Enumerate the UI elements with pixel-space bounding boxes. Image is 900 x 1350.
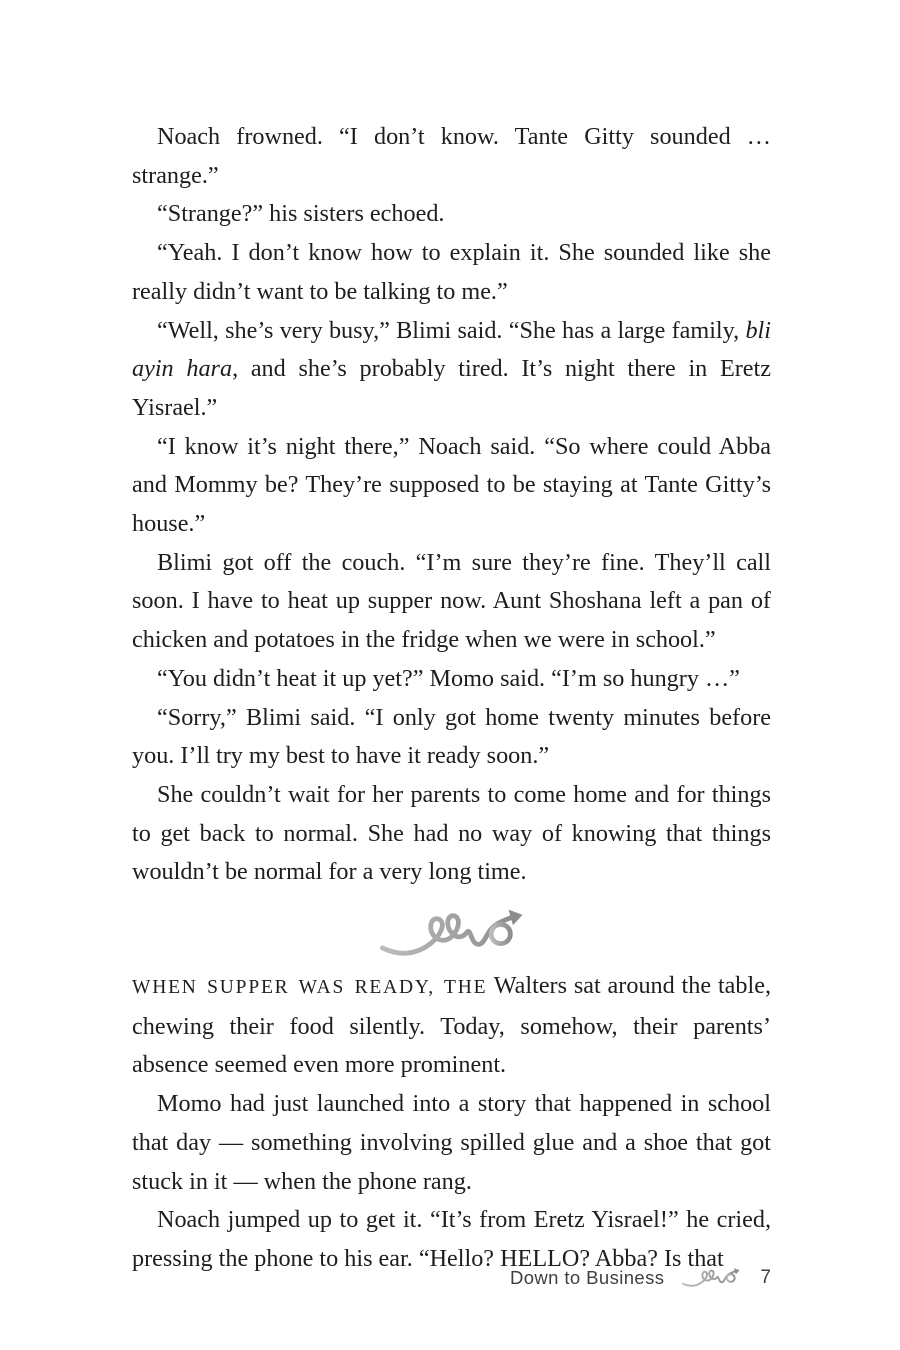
section-opener-smallcaps: WHEN SUPPER WAS READY, THE [132,977,488,999]
text-segment: , and she’s probably tired. It’s night there in Eretz Yisrael.” [132,355,771,421]
paragraph: She couldn’t wait for her parents to come home and for things to get back to normal. She had no way of knowing that things wouldn’t be normal for a very long time. [132,780,771,886]
paragraph: “You didn’t heat it up yet?” Momo said. “I’m so hungry …” [157,664,740,692]
text-segment: Walters sat around the table, chewing their food silently. Today, somehow, their parents’ absence seemed even more prominent. [132,972,771,1079]
paragraph [132,312,771,428]
page-footer [510,1260,771,1296]
text-segment: “Well, she’s very busy,” Blimi said. “She has a large family, [157,316,746,344]
squiggle-icon [681,1267,741,1289]
squiggle-arrow-icon [378,907,526,961]
running-head-chapter-title: Down to Business [509,1267,665,1288]
body-text [132,118,771,1279]
page-number: 7 [760,1267,771,1288]
paragraph: “I know it’s night there,” Noach said. “So where could Abba and Mommy be? They’re supposed to be staying at Tante Gitty’s house.” [132,432,771,538]
section-divider [132,907,771,961]
italic-phrase: bli ayin hara [132,316,771,383]
paragraph: Momo had just launched into a story that happened in school that day — something involving spilled glue and a shoe that got stuck in it — when the phone rang. [132,1090,771,1195]
paragraph-section-opener [132,967,771,1085]
paragraph: “Strange?” his sisters echoed. [157,200,445,228]
paragraph: “Yeah. I don’t know how to explain it. She sounded like she really didn’t want to be talking to me.” [132,239,771,305]
paragraph: Noach jumped up to get it. “It’s from Eretz Yisrael!” he cried, pressing the phone to his ear. “Hello? HELLO? Abba? Is that [132,1206,771,1272]
paragraph: “Sorry,” Blimi said. “I only got home twenty minutes before you. I’ll try my best to have it ready soon.” [132,703,771,770]
paragraph: Blimi got off the couch. “I’m sure they’re fine. They’ll call soon. I have to heat up supper now. Aunt Shoshana left a pan of chicken and potatoes in the fridge when we were in school.” [132,548,771,654]
paragraph: Noach frowned. “I don’t know. Tante Gitty sounded …strange.” [132,123,771,189]
